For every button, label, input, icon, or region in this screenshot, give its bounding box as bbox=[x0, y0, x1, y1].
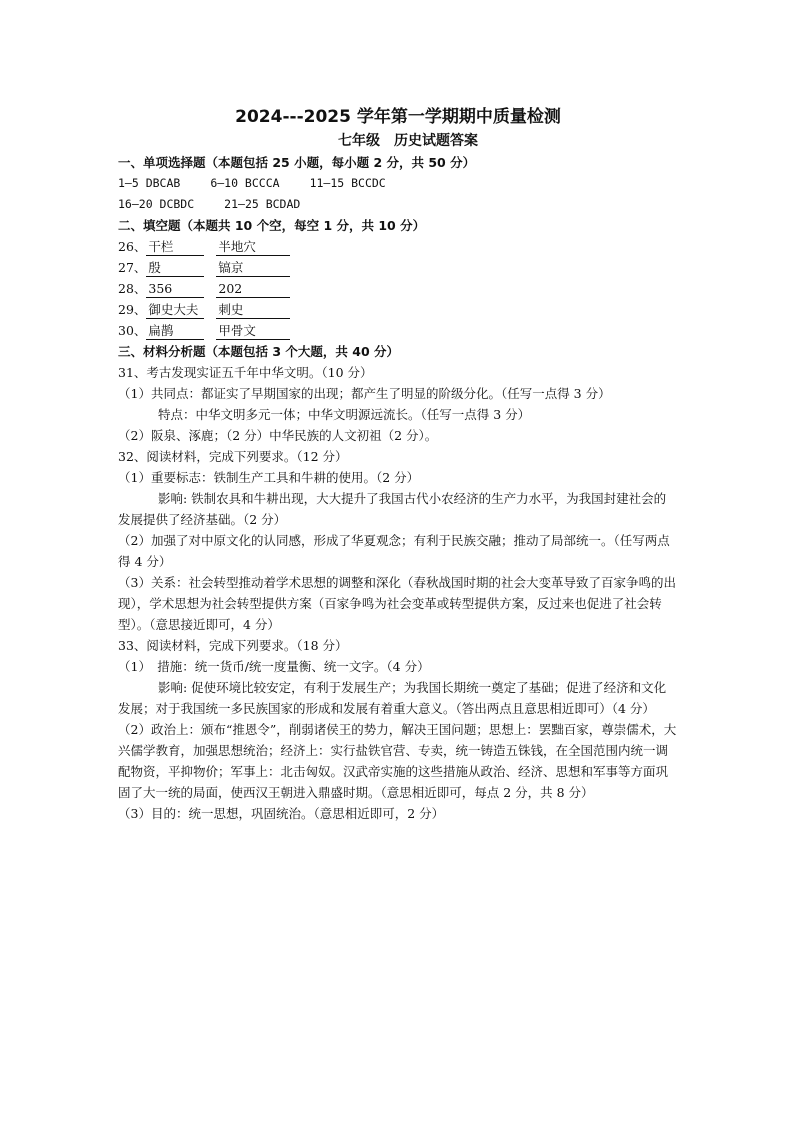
fill-answer-b: 202 bbox=[216, 280, 290, 298]
page-title: 2024---2025 学年第一学期期中质量检测 bbox=[235, 107, 561, 127]
fill-answer-b: 甲骨文 bbox=[216, 322, 290, 340]
page-subtitle: 七年级 历史试题答案 bbox=[338, 133, 478, 149]
q32-part1-impact: 影响: 铁制农具和牛耕出现，大大提升了我国古代小农经济的生产力水平，为我国封建社会的发展提供了经济基础。（2 分） bbox=[118, 491, 667, 527]
q31-part2: （2）阪泉、涿鹿；（2 分）中华民族的人文初祖（2 分）。 bbox=[118, 428, 438, 443]
fill-answer-b: 半地穴 bbox=[216, 238, 290, 256]
choice-answers-6-10: 6—10 BCCCA bbox=[210, 176, 280, 190]
q33-part3: （3）目的：统一思想，巩固统治。（意思相近即可，2 分） bbox=[118, 806, 445, 821]
q33-part1: （1） 措施：统一货币/统一度量衡、统一文字。（4 分） bbox=[118, 659, 430, 674]
section1-heading: 一、单项选择题（本题包括 25 小题，每小题 2 分，共 50 分） bbox=[118, 155, 476, 170]
answer-sheet bbox=[118, 104, 678, 824]
q31-title: 31、考古发现实证五千年中华文明。（10 分） bbox=[118, 365, 373, 380]
choice-answers-1-5: 1—5 DBCAB bbox=[118, 176, 181, 190]
fill-answer-a: 干栏 bbox=[146, 238, 204, 256]
fill-answer-a: 356 bbox=[146, 280, 204, 298]
fill-item-number: 27、 bbox=[118, 260, 147, 275]
q31-part1-feature: 特点：中华文明多元一体；中华文明源远流长。（任写一点得 3 分） bbox=[158, 407, 531, 422]
fill-item-29 bbox=[118, 299, 678, 320]
section3-heading: 三、材料分析题（本题包括 3 个大题，共 40 分） bbox=[118, 344, 400, 359]
fill-item-number: 29、 bbox=[118, 302, 147, 317]
fill-item-28 bbox=[118, 278, 678, 299]
section2-heading: 二、填空题（本题共 10 个空，每空 1 分，共 10 分） bbox=[118, 218, 426, 233]
q33-title: 33、阅读材料，完成下列要求。（18 分） bbox=[118, 638, 348, 653]
fill-item-30 bbox=[118, 320, 678, 341]
q31-part1: （1）共同点：都证实了早期国家的出现；都产生了明显的阶级分化。（任写一点得 3 分） bbox=[118, 386, 611, 401]
choice-answers-16-20: 16—20 DCBDC bbox=[118, 197, 195, 211]
q32-part3: （3）关系：社会转型推动着学术思想的调整和深化（春秋战国时期的社会大变革导致了百家争鸣的出现），学术思想为社会转型提供方案（百家争鸣为社会变革或转型提供方案，反过来也促进了社会转型）。（意思接近即可，4 分） bbox=[118, 575, 676, 632]
choice-answers-row-2 bbox=[118, 194, 678, 215]
q33-part2: （2）政治上：颁布“推恩令”，削弱诸侯王的势力，解决王国问题；思想上：罢黜百家，尊崇儒术，大兴儒学教育，加强思想统治；经济上：实行盐铁官营、专卖，统一铸造五铢钱，在全国范围内统一调配物资，平抑物价；军事上：北击匈奴。汉武帝实施的这些措施从政治、经济、思想和军事等方面巩固了大一统的局面，使西汉王朝进入鼎盛时期。（意思相近即可，每点 2 分，共 8 分） bbox=[118, 722, 677, 800]
q33-part1-impact: 影响: 促使环境比较安定，有利于发展生产；为我国长期统一奠定了基础；促进了经济和文化发展；对于我国统一多民族国家的形成和发展有着重大意义。（答出两点且意思相近即可）（4 分） bbox=[118, 680, 667, 716]
fill-item-number: 26、 bbox=[118, 239, 147, 254]
fill-answer-a: 扁鹊 bbox=[146, 322, 204, 340]
choice-answers-21-25: 21—25 BCDAD bbox=[224, 197, 301, 211]
fill-answer-b: 镐京 bbox=[216, 259, 290, 277]
fill-item-26 bbox=[118, 236, 678, 257]
fill-answer-a: 殷 bbox=[146, 259, 204, 277]
q32-part2: （2）加强了对中原文化的认同感，形成了华夏观念；有利于民族交融；推动了局部统一。（任写两点得 4 分） bbox=[118, 533, 670, 569]
q32-part1: （1）重要标志：铁制生产工具和牛耕的使用。（2 分） bbox=[118, 470, 420, 485]
fill-answer-a: 御史大夫 bbox=[146, 301, 204, 319]
fill-item-27 bbox=[118, 257, 678, 278]
fill-item-number: 28、 bbox=[118, 281, 147, 296]
fill-answer-b: 刺史 bbox=[216, 301, 290, 319]
q32-title: 32、阅读材料，完成下列要求。（12 分） bbox=[118, 449, 348, 464]
fill-item-number: 30、 bbox=[118, 323, 147, 338]
choice-answers-11-15: 11—15 BCCDC bbox=[309, 176, 386, 190]
choice-answers-row-1 bbox=[118, 173, 678, 194]
